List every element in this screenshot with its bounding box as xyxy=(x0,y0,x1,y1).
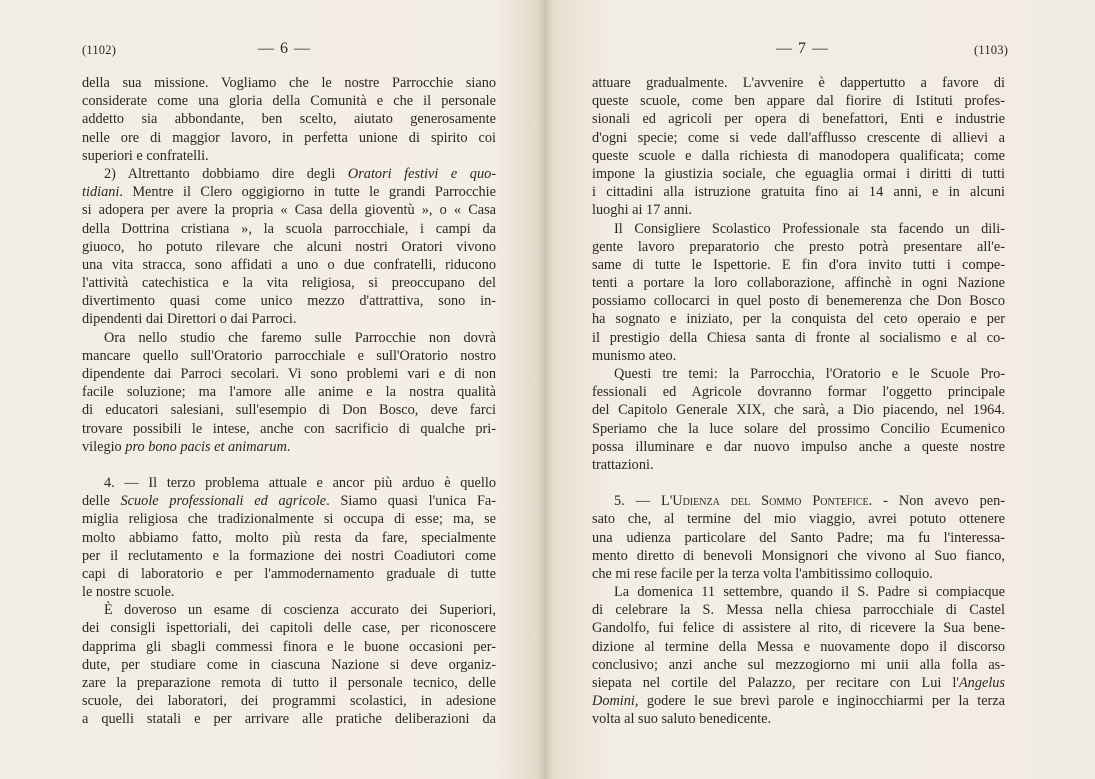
text-line: una vita stracca, sono affidati a uno o due confratelli, riducono xyxy=(82,256,496,273)
text-line: queste scuole, come ben appare dal fiorire di Istituti profes- xyxy=(592,93,1005,110)
section-heading-line: 4. — Il terzo problema attuale e ancor più arduo è quello xyxy=(104,474,496,491)
text-line: ha sognato e iniziato, per la conquista del ceto operaio e per xyxy=(592,311,1005,328)
text-line: mento diretto di benevoli Monsignori che vivono al Suo fianco, xyxy=(592,547,1005,564)
text-line: tenti a portare la loro collaborazione, affinchè in ogni Nazione xyxy=(592,275,1005,292)
text-line: Il Consigliere Scolastico Professionale sta facendo un dili- xyxy=(614,220,1005,237)
text-line: same di tutte le Ispettorie. E fin d'ora invito tutti i compe- xyxy=(592,256,1005,273)
text-line: dizione al termine della Messa e nuovamente dopo il discorso xyxy=(592,638,1005,655)
text-line: conclusivo; anzi anche sul mezzogiorno mi unii alla folla as- xyxy=(592,656,1005,673)
left-running-head: (1102) xyxy=(82,43,117,57)
text-line: che mi rese facile per la terza volta l'ambitissimo colloquio. xyxy=(592,565,933,582)
text-line: gente lavoro preparatorio che presto potrà presentare all'e- xyxy=(592,238,1005,255)
text-line: dipendente dai Parroci secolari. Vi sono problemi vari e di non xyxy=(82,366,496,382)
text-line: dei consigli ispettoriali, dei capitoli delle case, per riconoscere xyxy=(82,620,496,637)
right-running-head: (1103) xyxy=(974,43,1009,57)
text-line: il prestigio della Chiesa santa di fronte al socialismo e al co- xyxy=(592,329,1005,346)
text-line: l'attività catechistica e la vita religiosa, si preoccupano del xyxy=(82,275,496,292)
text-line: luoghi ai 17 anni. xyxy=(592,202,693,219)
text-line: impone la giustizia sociale, che eguaglia ormai i diritti di tutti xyxy=(592,165,1005,182)
text-line: La domenica 11 settembre, quando il S. Padre si compiacque xyxy=(614,584,1005,601)
text-line: capi di laboratorio e per l'ammodernamento graduale di tutte xyxy=(82,565,496,582)
text-line: una udienza particolare del Santo Padre; ma fu l'interessa- xyxy=(592,529,1005,546)
text-line: del Capitolo Generale XIX, che sarà, a Dio piacendo, nel 1964. xyxy=(592,402,1005,419)
text-line: nelle ore di maggior lavoro, in perfetta unione di spirito coi xyxy=(82,129,496,146)
text-line: Questi tre temi: la Parrocchia, l'Oratorio e le Scuole Pro- xyxy=(614,366,1005,382)
text-line: È doveroso un esame di coscienza accurato dei Superiori, xyxy=(104,602,496,619)
text-line: molto abbiamo fatto, molto più resta da fare, specialmente xyxy=(82,529,496,546)
text-line: sato che, al termine del mio viaggio, avrei potuto ottenere xyxy=(592,511,1005,528)
text-line: possiamo collocarci in quel posto di benemerenza che Don Bosco xyxy=(592,293,1005,310)
text-line: per il reclutamento e la formazione dei nostri Coadiutori come xyxy=(82,547,496,564)
text-line: Speriamo che la luce solare del prossimo Concilio Ecumenico xyxy=(592,420,1005,437)
text-line: miglia religiosa che tradizionalmente si occupa di esse; ma, se xyxy=(82,511,496,528)
right-page-number: — 7 — xyxy=(776,40,829,57)
text-line: i cittadini alla istruzione gratuita fino ai 14 anni, e in alcuni xyxy=(592,184,1005,201)
text-line: dute, per studiare come in ciascuna Nazione si deve organiz- xyxy=(82,656,496,673)
text-line: addetto sia abbondante, ben scelto, aiutato generosamente xyxy=(82,111,496,128)
text-line: della Dottrina cristiana », la scuola parrocchiale, i campi da xyxy=(82,220,496,237)
text-line: mancare quello sull'Oratorio parrocchiale e sull'Oratorio nostro xyxy=(82,347,496,364)
text-line: 2) Altrettanto dobbiamo dire degli Oratori festivi e quo- xyxy=(104,165,497,182)
text-line: scuole, dei laboratori, dei programmi scolastici, in adesione xyxy=(82,693,496,710)
text-line: possa illuminare e dar nuovo impulso anche a queste nostre xyxy=(592,438,1005,455)
text-line: sionali ed agricoli per opera di benefattori, Enti e industrie xyxy=(592,111,1005,128)
right-body-text xyxy=(592,74,1005,729)
text-line: vilegio pro bono pacis et animarum. xyxy=(82,438,291,455)
text-line: a quelli statali e per arrivare alle pratiche deliberazioni da xyxy=(82,711,496,728)
text-line: superiori e confratelli. xyxy=(82,147,209,164)
text-line: Gandolfo, fui felice di assistere al rito, di ricevere la Sua bene- xyxy=(592,620,1005,637)
text-line: attuare gradualmente. L'avvenire è dappertutto a favore di xyxy=(592,75,1005,91)
text-line: delle Scuole professionali ed agricole. Siamo quasi l'unica Fa- xyxy=(82,493,496,510)
text-line: siepata nel cortile del Palazzo, per recitare con Lui l'Angelus xyxy=(592,675,1005,691)
text-line: le nostre scuole. xyxy=(82,584,175,601)
text-line: tidiani. Mentre il Clero oggigiorno in tutte le grandi Parrocchie xyxy=(82,184,496,201)
text-line: considerate come una gloria della Comunità e che il personale xyxy=(82,93,496,110)
text-line: divertimento quasi come unico mezzo d'attrattiva, sono in- xyxy=(82,293,496,310)
section-heading-line: 5. — L'Udienza del Sommo Pontefice. - Non avevo pen- xyxy=(614,493,1005,510)
left-page-number: — 6 — xyxy=(258,40,311,57)
text-line: Domini, godere le sue brevi parole e inginocchiarmi per la terza xyxy=(592,693,1005,710)
text-line: dapprima gli sbagli commessi finora e le buone occasioni per- xyxy=(82,638,496,655)
text-line: si adopera per avere la propria « Casa della gioventù », o « Casa xyxy=(82,202,496,219)
text-line: della sua missione. Vogliamo che le nostre Parrocchie siano xyxy=(82,75,496,91)
text-line: di celebrare la S. Messa nella chiesa parrocchiale di Castel xyxy=(592,602,1005,619)
right-page xyxy=(550,0,1095,779)
text-line: Ora nello studio che faremo sulle Parrocchie non dovrà xyxy=(104,329,496,346)
text-line: trovare possibili le intese, anche con sacrificio di qualche pri- xyxy=(82,420,496,437)
text-line: d'ogni specie; come si vede dall'afflusso crescente di allievi a xyxy=(592,129,1005,146)
text-line: dipendenti dai Direttori o dai Parroci. xyxy=(82,311,297,328)
left-body-text xyxy=(82,74,496,729)
text-line: fessionali ed Agricole dovranno formar l'oggetto principale xyxy=(592,384,1005,401)
text-line: di educatori salesiani, sull'esempio di Don Bosco, deve farci xyxy=(82,402,496,419)
text-line: queste scuole e dalla richiesta di manodopera qualificata; come xyxy=(592,147,1005,164)
text-line: giuoco, ho potuto rilevare che alcuni nostri Oratori vivono xyxy=(82,238,496,255)
left-page xyxy=(0,0,545,779)
text-line: facile soluzione; ma l'amore alle anime e la nostra qualità xyxy=(82,384,496,401)
text-line: volta al suo saluto benedicente. xyxy=(592,711,772,728)
text-line: trattazioni. xyxy=(592,456,654,473)
text-line: munismo ateo. xyxy=(592,347,677,364)
text-line: zare la preparazione remota di tutto il personale tecnico, delle xyxy=(82,675,496,691)
